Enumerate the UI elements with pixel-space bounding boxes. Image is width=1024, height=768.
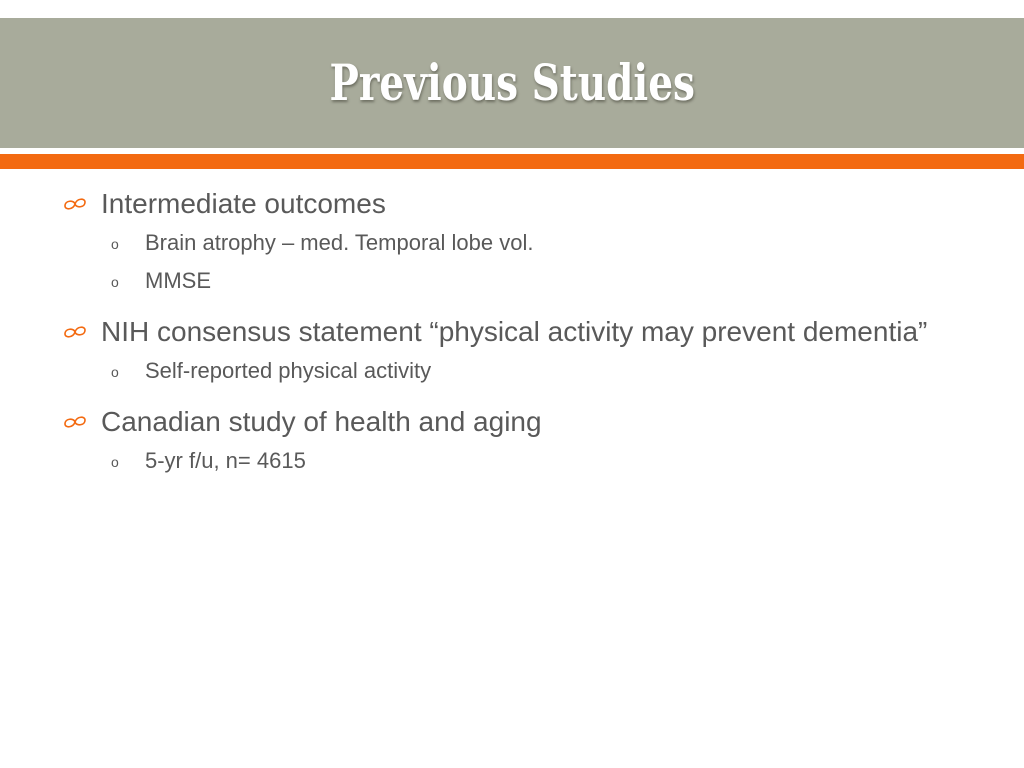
bullet-item (60, 314, 960, 350)
loop-bullet-icon (60, 186, 90, 222)
sub-bullet-text: 5-yr f/u, n= 4615 (145, 448, 306, 473)
loop-bullet-icon (60, 314, 90, 350)
sub-bullet-item (60, 446, 960, 476)
bullet-text: Intermediate outcomes (101, 188, 386, 219)
circle-bullet-icon: o (111, 364, 119, 380)
sub-bullet-text: Brain atrophy – med. Temporal lobe vol. (145, 230, 534, 255)
circle-bullet-icon: o (111, 274, 119, 290)
bullet-item (60, 186, 960, 222)
sub-bullet-item (60, 356, 960, 386)
loop-bullet-icon (60, 404, 90, 440)
sub-bullet-item (60, 266, 960, 296)
accent-bar (0, 154, 1024, 169)
circle-bullet-icon: o (111, 236, 119, 252)
circle-bullet-icon: o (111, 454, 119, 470)
bullet-item (60, 404, 960, 440)
sub-bullet-text: MMSE (145, 268, 211, 293)
sub-bullet-item (60, 228, 960, 258)
bullet-text: NIH consensus statement “physical activity may prevent dementia” (101, 316, 928, 347)
slide-title: Previous Studies (329, 53, 695, 112)
title-band (0, 18, 1024, 148)
sub-bullet-text: Self-reported physical activity (145, 358, 432, 383)
bullet-list (60, 186, 960, 484)
bullet-text: Canadian study of health and aging (101, 406, 542, 437)
